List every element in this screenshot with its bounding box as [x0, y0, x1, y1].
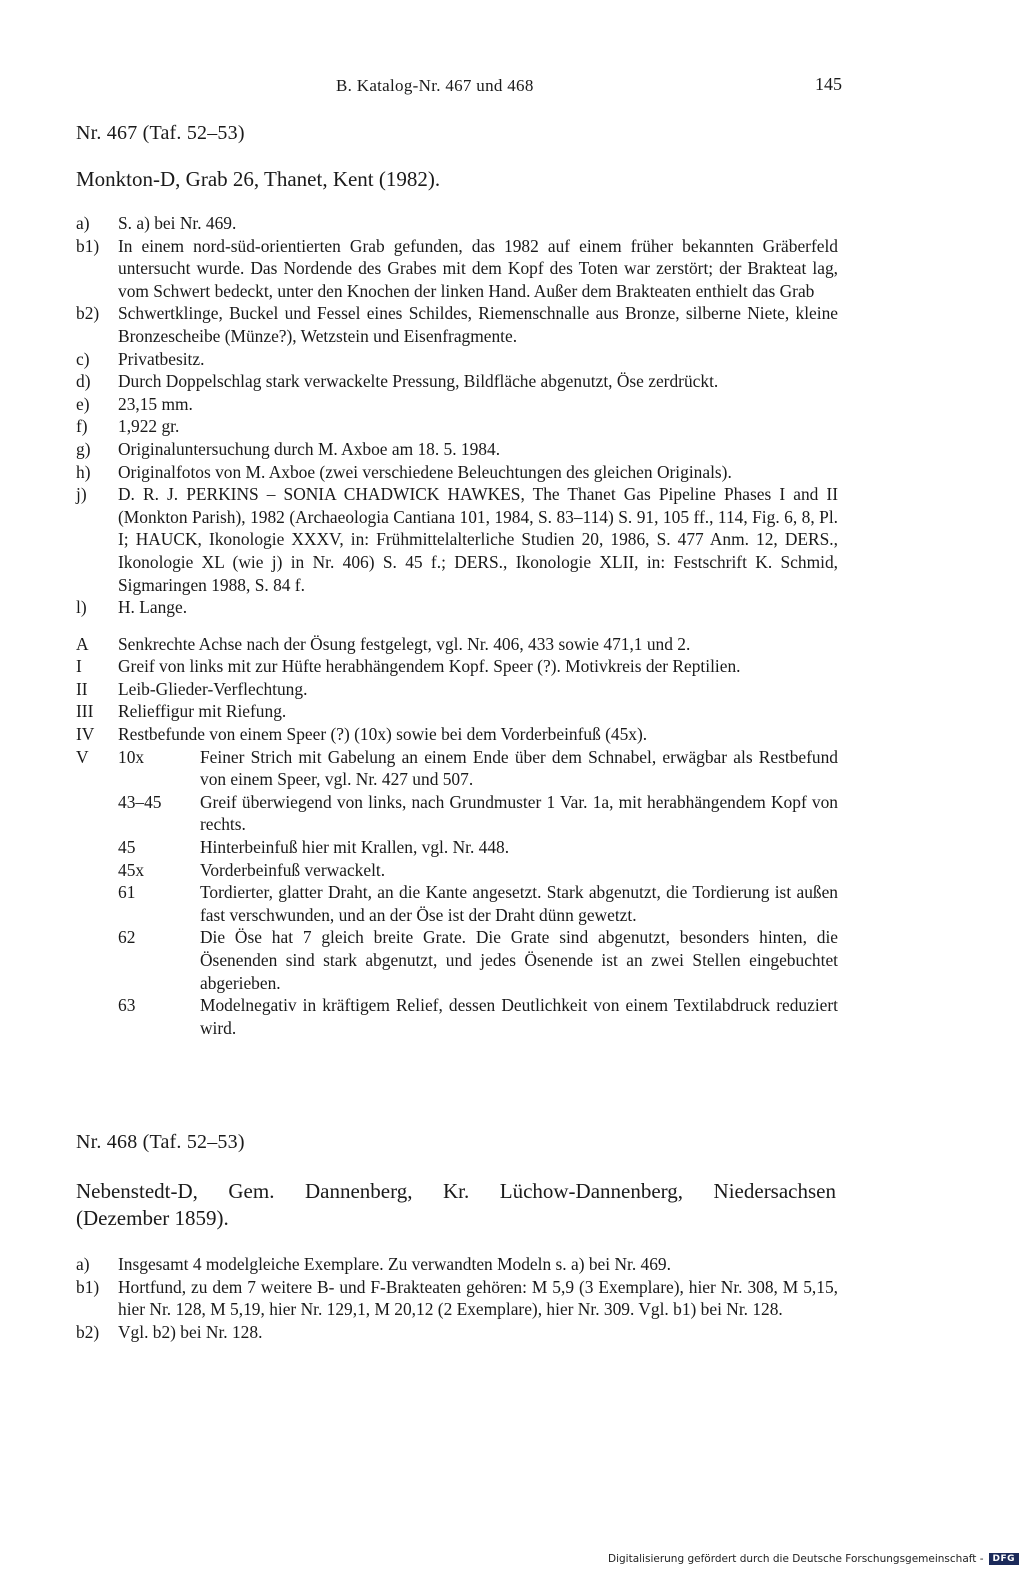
list-item: [76, 1321, 838, 1344]
entry-467-heading: Nr. 467 (Taf. 52–53): [76, 122, 245, 144]
item-text: D. R. J. PERKINS – SONIA CHADWICK HAWKES, The Thanet Gas Pipeline Phases I and II (Monkton Parish), 1982 (Archaeologia Cantiana 101, 1984, S. 83–114) S. 91, 105 ff., 114, Fig. 6, 8, Pl. I; HAUCK, Ikonologie XXXV, in: Frühmittelalterliche Studien 20, 1986, S. 477 Anm. 12, DERS., Ikonologie XL (wie j) in Nr. 406) S. 45 f.; DERS., Ikonologie XLII, in: Festschrift K. Schmid, Sigmaringen 1988, S. 84 f.: [118, 484, 838, 595]
detail-item: [118, 791, 838, 836]
analysis-key: A: [76, 633, 89, 654]
entry-467-find-place: Monkton-D, Grab 26, Thanet, Kent (1982).: [76, 167, 441, 191]
item-key: a): [76, 213, 90, 233]
item-text: Durch Doppelschlag stark verwackelte Pressung, Bildfläche abgenutzt, Öse zerdrückt.: [118, 371, 719, 392]
detail-number: 10x: [118, 746, 145, 767]
item-text: Insgesamt 4 modelgleiche Exemplare. Zu verwandten Modeln s. a) bei Nr. 469.: [118, 1254, 671, 1274]
detail-text: Die Öse hat 7 gleich breite Grate. Die Grate sind abgenutzt, besonders hinten, die Ösenenden sind stark abgenutzt, und jedes Ösenende ist an zwei Stellen eingebuchtet abgerieben.: [200, 927, 838, 993]
page-number: 145: [815, 74, 842, 94]
item-text: Privatbesitz.: [118, 348, 205, 369]
analysis-item: [76, 723, 838, 746]
analysis-item: [76, 678, 838, 701]
detail-number: 45x: [118, 859, 145, 880]
item-key: b2): [76, 303, 100, 324]
item-text: Schwertklinge, Buckel und Fessel eines Schildes, Riemenschnalle aus Bronze, silberne Niete, kleine Bronzescheibe (Münze?), Wetzstein und Eisenfragmente.: [118, 303, 838, 346]
item-text: 1,922 gr.: [118, 416, 180, 437]
detail-number: 63: [118, 995, 136, 1016]
item-text: S. a) bei Nr. 469.: [118, 213, 237, 233]
analysis-text: Leib-Glieder-Verflechtung.: [118, 678, 308, 699]
list-item: [76, 438, 838, 461]
detail-item: [118, 881, 838, 926]
item-text: Vgl. b2) bei Nr. 128.: [118, 1321, 263, 1342]
detail-number: 45: [118, 837, 136, 858]
entry-467-catalog-list: [76, 212, 838, 1039]
item-text: H. Lange.: [118, 597, 188, 618]
analysis-item: [76, 746, 838, 1040]
entry-468-find-place-line2: (Dezember 1859).: [76, 1206, 229, 1230]
list-item: [76, 348, 838, 371]
list-item: [76, 1276, 838, 1321]
item-text: In einem nord-süd-orientierten Grab gefunden, das 1982 auf einem früher bekannten Gräberfeld untersucht wurde. Das Nordende des Grabes mit dem Kopf des Toten war zerstört; der Brakteat lag, vom Schwert bedeckt, unter den Knochen der linken Hand. Außer dem Brakteaten enthielt das Grab: [118, 235, 838, 301]
footer-text: Digitalisierung gefördert durch die Deutsche Forschungsgemeinschaft -: [608, 1553, 984, 1565]
item-key: h): [76, 461, 91, 482]
item-text: Originalfotos von M. Axboe (zwei verschiedene Beleuchtungen des gleichen Originals).: [118, 461, 732, 482]
analysis-text: Greif von links mit zur Hüfte herabhängendem Kopf. Speer (?). Motivkreis der Reptilien.: [118, 656, 741, 677]
item-key: d): [76, 371, 91, 392]
detail-item: [118, 859, 838, 882]
item-key: j): [76, 484, 87, 505]
analysis-key: II: [76, 678, 88, 699]
analysis-key: V: [76, 746, 89, 767]
item-key: b1): [76, 1276, 100, 1297]
analysis-key: III: [76, 701, 94, 722]
analysis-text: Relieffigur mit Riefung.: [118, 701, 287, 722]
list-item: [76, 212, 838, 235]
detail-number: 43–45: [118, 791, 162, 812]
analysis-key: IV: [76, 724, 95, 745]
detail-text: Vorderbeinfuß verwackelt.: [200, 859, 386, 880]
list-item: [76, 1253, 838, 1276]
detail-text: Greif überwiegend von links, nach Grundmuster 1 Var. 1a, mit herabhängendem Kopf von rechts.: [200, 791, 838, 835]
detail-text: Feiner Strich mit Gabelung an einem Ende über dem Schnabel, erwägbar als Restbefund von einem Speer, vgl. Nr. 427 und 507.: [200, 746, 838, 790]
item-text: 23,15 mm.: [118, 393, 193, 414]
analysis-item: [76, 633, 838, 656]
item-text: Hortfund, zu dem 7 weitere B- und F-Brakteaten gehören: M 5,9 (3 Exemplare), hier Nr. 308, M 5,15, hier Nr. 128, M 5,19, hier Nr. 129,1, M 20,12 (2 Exemplare), hier Nr. 309. Vgl. b1) bei Nr. 128.: [118, 1276, 838, 1320]
list-item: [76, 370, 838, 393]
list-item: [76, 461, 838, 484]
entry-468-find-place-line1: Nebenstedt-D, Gem. Dannenberg, Kr. Lüchow-Dannenberg, Niedersachsen: [76, 1179, 836, 1203]
analysis-item: [76, 700, 838, 723]
entry-468-catalog-list: [76, 1253, 838, 1343]
item-key: g): [76, 438, 91, 459]
detail-text: Hinterbeinfuß hier mit Krallen, vgl. Nr. 448.: [200, 837, 510, 858]
analysis-text: Senkrechte Achse nach der Ösung festgelegt, vgl. Nr. 406, 433 sowie 471,1 und 2.: [118, 633, 691, 654]
item-key: c): [76, 348, 90, 369]
analysis-item: [76, 655, 838, 678]
detail-number: 62: [118, 927, 136, 948]
detail-item: [118, 926, 838, 994]
digitization-footer: [608, 1553, 1019, 1565]
list-item: [76, 415, 838, 438]
item-key: e): [76, 393, 90, 414]
detail-number: 61: [118, 882, 136, 903]
list-item: [76, 302, 838, 347]
list-item: [76, 393, 838, 416]
detail-block: [118, 746, 838, 1040]
running-header: B. Katalog-Nr. 467 und 468: [336, 76, 534, 95]
detail-item: [118, 746, 838, 791]
detail-text: Tordierter, glatter Draht, an die Kante angesetzt. Stark abgenutzt, die Tordierung ist außen fast verschwunden, und an der Öse ist der Draht dünn gewetzt.: [200, 882, 838, 925]
item-text: Originaluntersuchung durch M. Axboe am 18. 5. 1984.: [118, 438, 501, 459]
list-item: [76, 483, 838, 596]
dfg-logo: DFG: [989, 1553, 1019, 1565]
detail-item: [118, 994, 838, 1039]
entry-468-heading: Nr. 468 (Taf. 52–53): [76, 1131, 245, 1153]
item-key: b1): [76, 235, 100, 256]
item-key: a): [76, 1254, 90, 1274]
analysis-key: I: [76, 656, 82, 677]
analysis-text: Restbefunde von einem Speer (?) (10x) sowie bei dem Vorderbeinfuß (45x).: [118, 724, 648, 745]
item-key: b2): [76, 1321, 100, 1342]
item-key: l): [76, 597, 87, 618]
detail-item: [118, 836, 838, 859]
list-item: [76, 235, 838, 303]
item-key: f): [76, 416, 88, 437]
detail-text: Modelnegativ in kräftigem Relief, dessen Deutlichkeit von einem Textilabdruck reduziert wird.: [200, 995, 838, 1038]
list-item: [76, 596, 838, 619]
